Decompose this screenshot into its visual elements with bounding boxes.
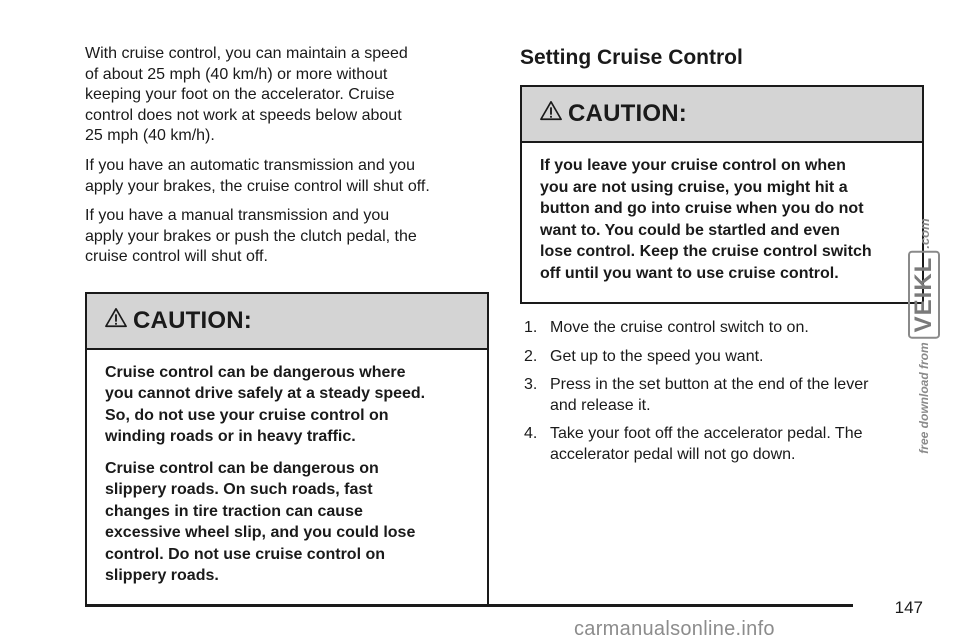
caution-body <box>522 143 922 302</box>
warning-triangle-icon <box>540 100 562 122</box>
caution-text: Cruise control can be dangerous where you cannot drive safely at a steady speed. So, do not use your cruise control on winding roads or in heavy traffic. <box>105 363 426 446</box>
right-column <box>520 44 924 474</box>
list-item <box>524 318 924 339</box>
step-number: 3. <box>524 376 538 394</box>
page-number: 147 <box>894 598 923 617</box>
caution-box-right <box>520 85 924 304</box>
caution-body <box>87 350 487 605</box>
step-text: Take your foot off the accelerator pedal. The accelerator pedal will not go down. <box>550 425 863 463</box>
caution-header <box>522 87 922 143</box>
left-column <box>85 44 489 607</box>
caution-box-left <box>85 292 489 607</box>
automatic-transmission-paragraph: If you have an automatic transmission and you apply your brakes, the cruise control will shut off. <box>85 156 430 195</box>
watermark-suffix: .com <box>916 218 932 249</box>
footer-rule <box>85 604 853 607</box>
step-number: 4. <box>524 425 538 443</box>
step-text: Get up to the speed you want. <box>550 347 764 365</box>
site-footer: carmanualsonline.info <box>574 618 775 640</box>
manual-transmission-paragraph: If you have a manual transmission and you apply your brakes or push the clutch pedal, the cruise control will shut off. <box>85 207 417 266</box>
section-heading: Setting Cruise Control <box>520 46 743 69</box>
list-item <box>524 375 924 416</box>
step-number: 1. <box>524 319 538 336</box>
caution-title: CAUTION: <box>133 306 252 334</box>
watermark-prefix: free download from <box>917 342 931 454</box>
caution-text: If you leave your cruise control on when you are not using cruise, you might hit a button and go into cruise when you do not want to. You could be startled and even lose control. Keep the cruise control switch off until you want to use cruise control. <box>540 157 872 282</box>
step-number: 2. <box>524 347 538 365</box>
watermark-brand: VEIKL <box>908 251 940 339</box>
steps-list <box>520 318 924 466</box>
caution-text: Cruise control can be dangerous on slippery roads. On such roads, fast changes in tire traction can cause excessive wheel slip, and you could lose control. Do not use cruise control on slippery roads. <box>105 459 416 585</box>
step-text: Press in the set button at the end of the lever and release it. <box>550 376 869 414</box>
list-item <box>524 424 924 465</box>
list-item <box>524 347 924 368</box>
caution-title: CAUTION: <box>568 100 687 127</box>
caution-header <box>87 294 487 350</box>
step-text: Move the cruise control switch to on. <box>550 319 809 336</box>
warning-triangle-icon <box>105 307 127 329</box>
intro-paragraph: With cruise control, you can maintain a speed of about 25 mph (40 km/h) or more without keeping your foot on the accelerator. Cruise control does not work at speeds below about 25 mph (40 km/h). <box>85 45 408 145</box>
